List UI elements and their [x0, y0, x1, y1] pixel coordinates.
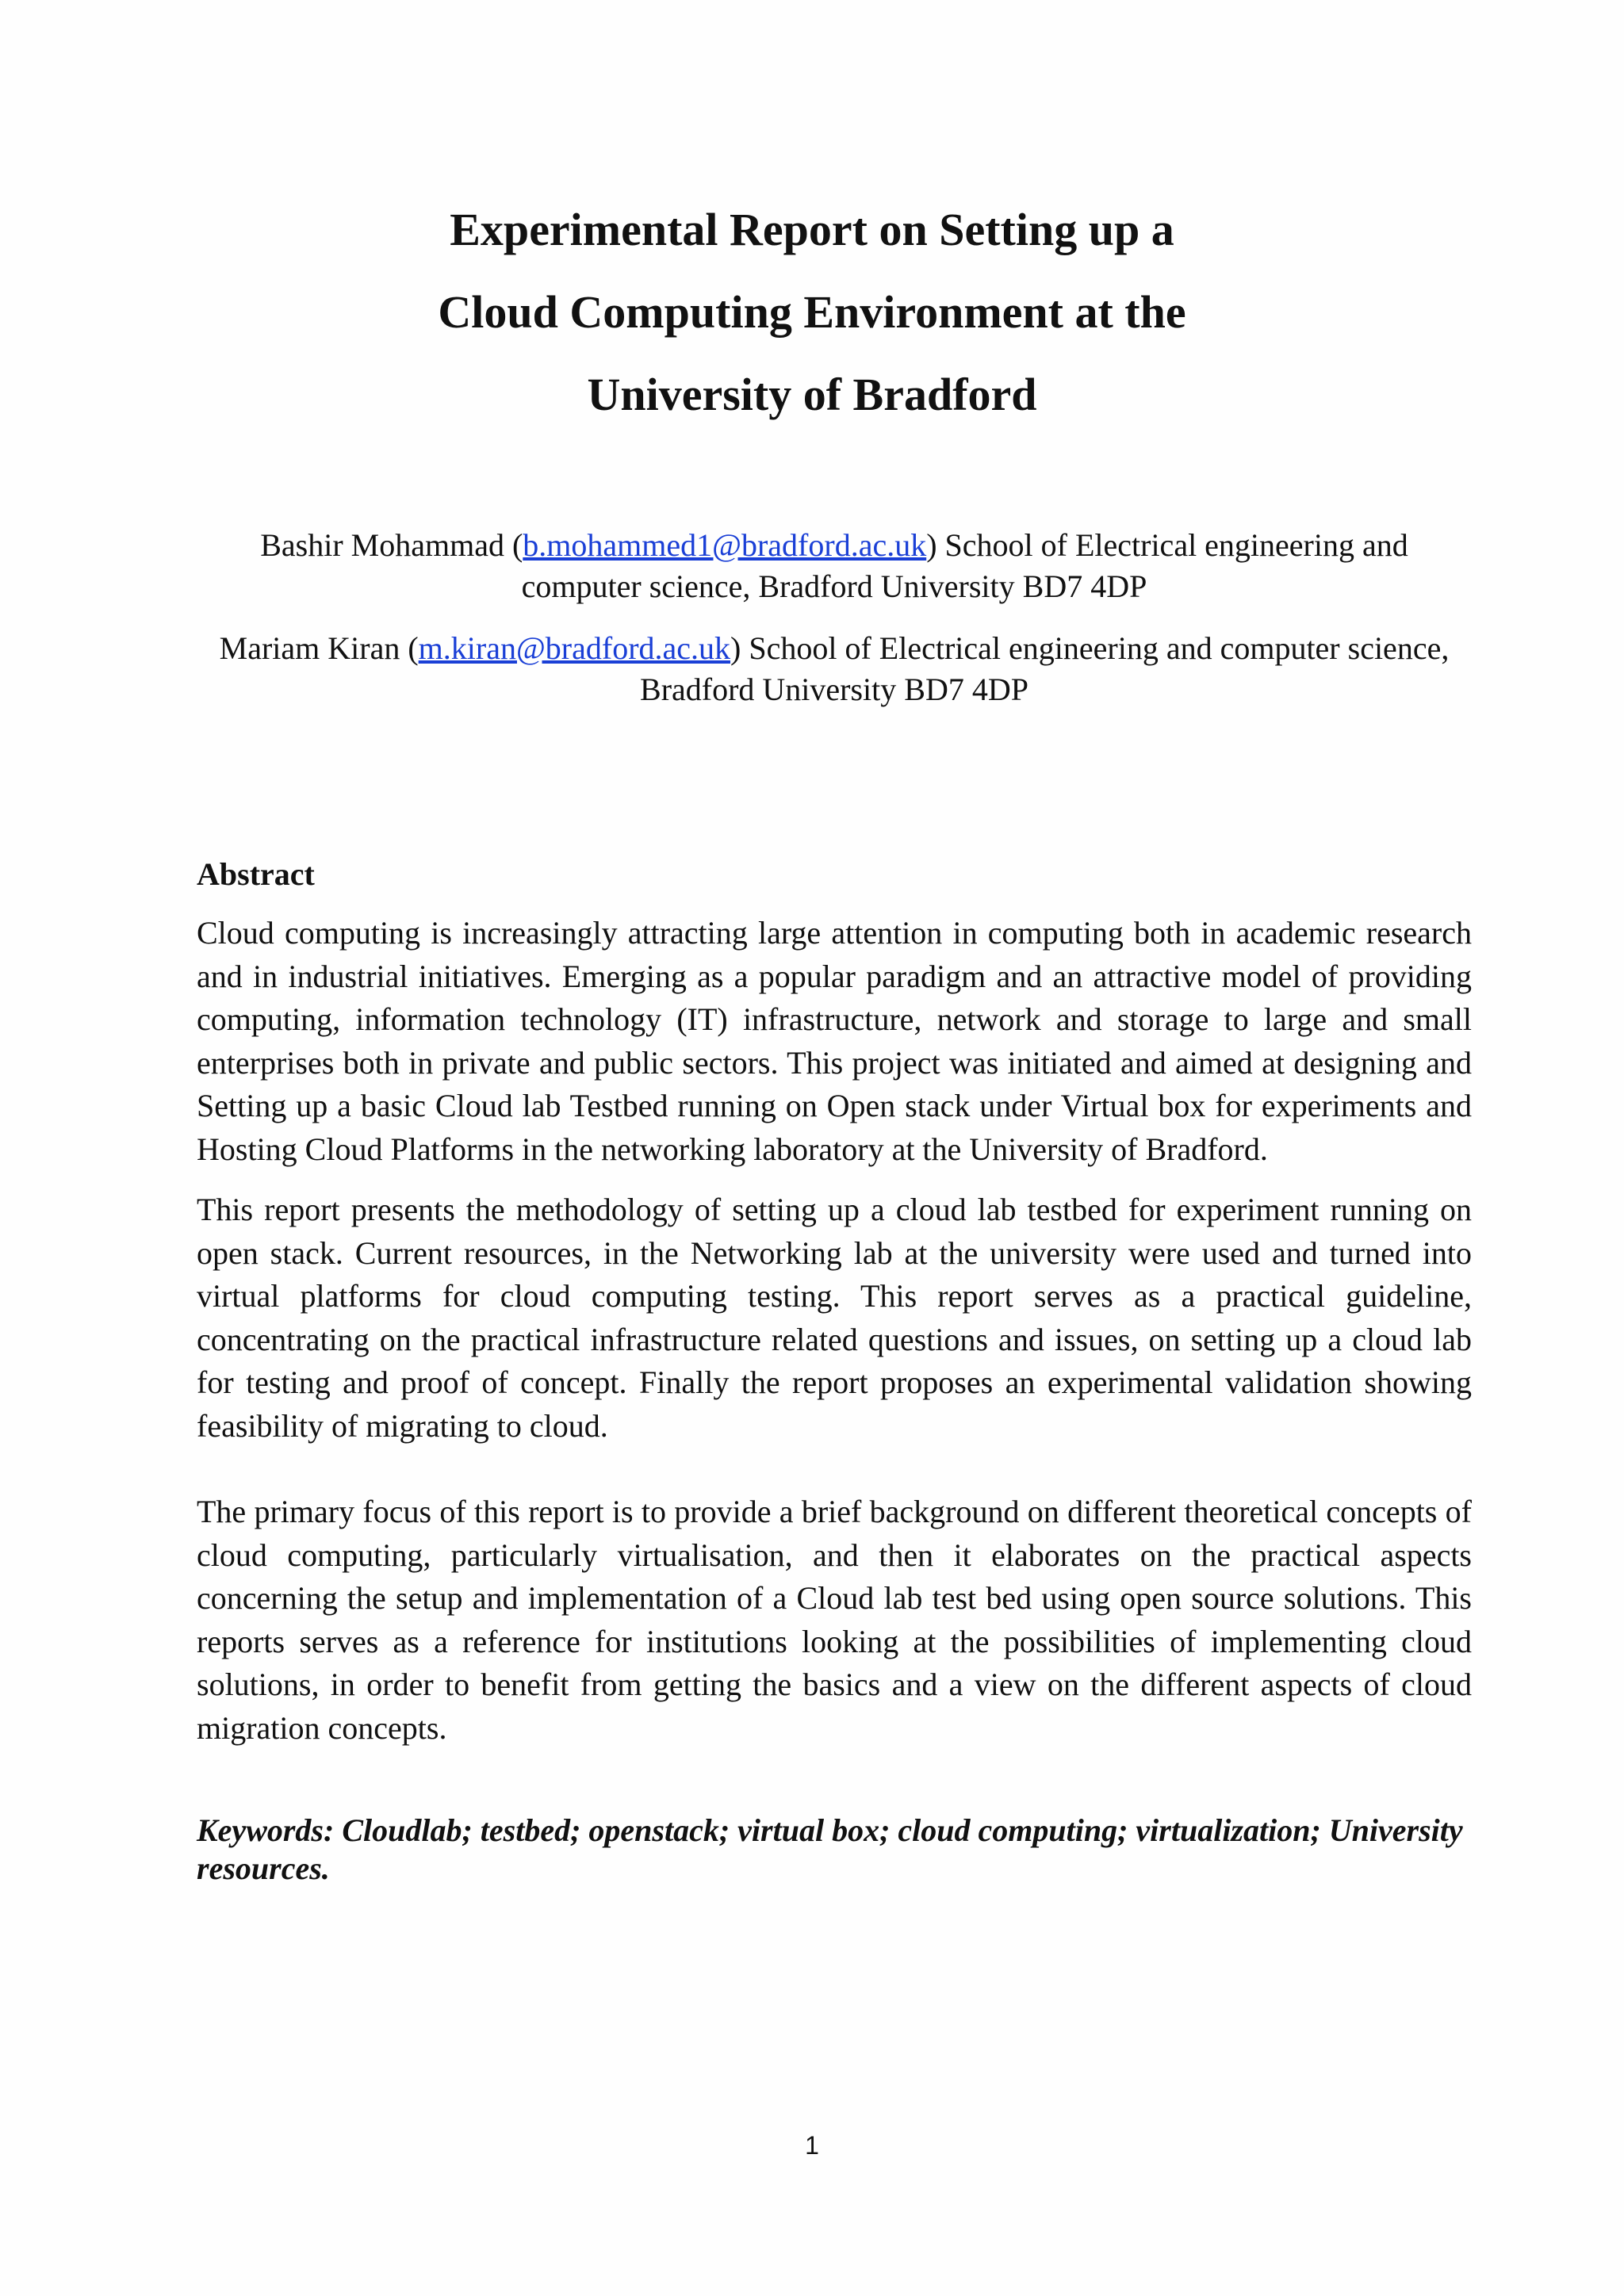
author-2-affiliation: ) School of Electrical engineering and computer science, Bradford University BD7 4DP	[640, 630, 1450, 707]
page-number: 1	[805, 2131, 819, 2160]
author-1-affiliation: ) School of Electrical engineering and computer science, Bradford University BD7 4DP	[521, 527, 1408, 604]
abstract-paragraph-3: The primary focus of this report is to provide a brief background on different theoretical concepts of cloud computing, particularly virtualisation, and then it elaborates on the practical aspects concerning the setup and implementation of a Cloud lab test bed using open source solutions. This reports serves as a reference for institutions looking at the possibilities of implementing cloud solutions, in order to benefit from getting the basics and a view on the different aspects of cloud migration concepts.	[197, 1494, 1472, 1746]
author-list	[197, 525, 1472, 731]
author-1-name: Bashir Mohammad (	[260, 527, 523, 563]
abstract-section	[197, 853, 1472, 1888]
author-1-email-link[interactable]: b.mohammed1@bradford.ac.uk	[523, 527, 927, 563]
abstract-heading: Abstract	[197, 856, 315, 892]
title-line-3: University of Bradford	[587, 369, 1037, 420]
author-2	[197, 628, 1472, 710]
author-2-email-link[interactable]: m.kiran@bradford.ac.uk	[418, 630, 731, 666]
keywords: Keywords: Cloudlab; testbed; openstack; virtual box; cloud computing; virtualization; University resources.	[197, 1812, 1463, 1886]
abstract-paragraph-1: Cloud computing is increasingly attracting large attention in computing both in academic research and in industrial initiatives. Emerging as a popular paradigm and an attractive model of providing computing, information technology (IT) infrastructure, network and storage to large and small enterprises both in private and public sectors. This project was initiated and aimed at designing and Setting up a basic Cloud lab Testbed running on Open stack under Virtual box for experiments and Hosting Cloud Platforms in the networking laboratory at the University of Bradford.	[197, 915, 1472, 1167]
author-2-name: Mariam Kiran (	[219, 630, 419, 666]
title-line-2: Cloud Computing Environment at the	[438, 286, 1186, 338]
title-line-1: Experimental Report on Setting up a	[450, 204, 1174, 255]
abstract-paragraph-2: This report presents the methodology of setting up a cloud lab testbed for experiment running on open stack. Current resources, in the Networking lab at the university were used and turned into virtual platforms for cloud computing testing. This report serves as a practical guideline, concentrating on the practical infrastructure related questions and issues, on setting up a cloud lab for testing and proof of concept. Finally the report proposes an experimental validation showing feasibility of migrating to cloud.	[197, 1192, 1472, 1444]
paper-title	[0, 189, 1624, 436]
author-1	[197, 525, 1472, 607]
